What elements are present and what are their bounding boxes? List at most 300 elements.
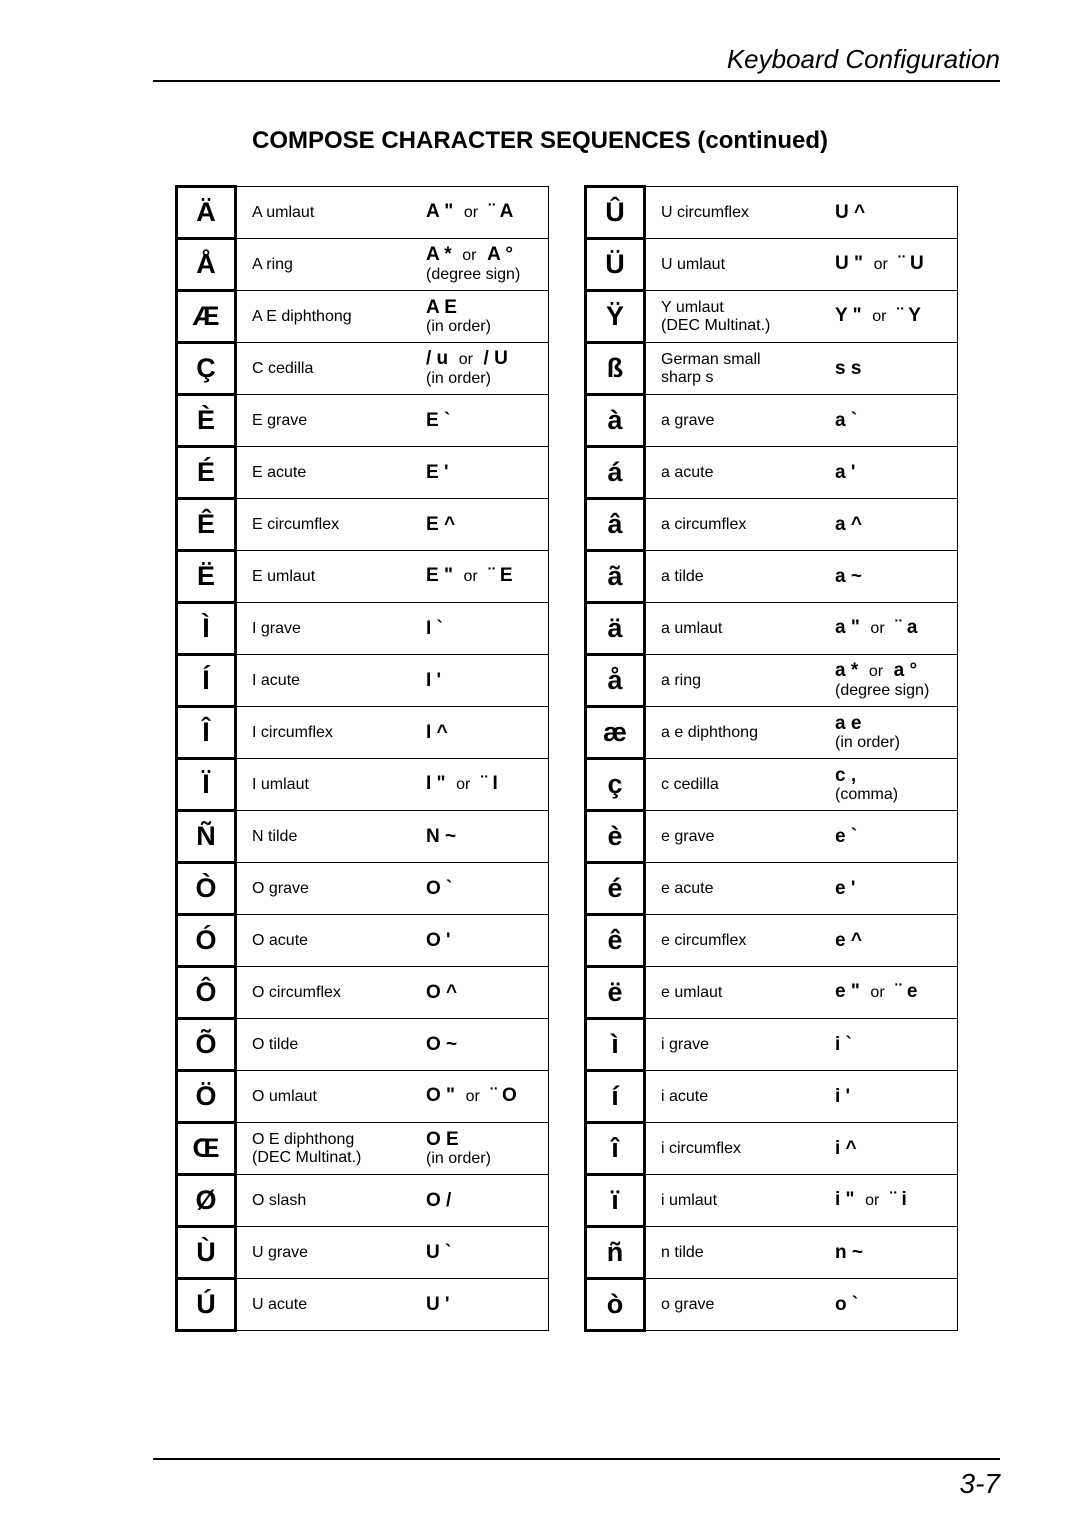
compose-sequence: [422, 915, 549, 967]
compose-sequence: [831, 1019, 958, 1071]
sequence-line: [426, 1035, 548, 1055]
table-row: [177, 291, 549, 343]
compose-sequence: [422, 707, 549, 759]
character-glyph: î: [586, 1123, 645, 1175]
sequence-line: [835, 1190, 957, 1211]
sequence-line: [835, 661, 957, 682]
table-row: [586, 1123, 958, 1175]
sequence-line: [835, 359, 957, 379]
sequence-line: [426, 1086, 548, 1107]
character-description: [645, 603, 832, 655]
table-row: [177, 1279, 549, 1331]
description-line: O circumflex: [252, 983, 341, 1001]
table-row: [586, 603, 958, 655]
table-row: [177, 603, 549, 655]
sequence-primary: s s: [835, 357, 862, 379]
compose-sequence: [831, 551, 958, 603]
character-description: [645, 1279, 832, 1331]
compose-sequence: [422, 447, 549, 499]
sequence-primary: a e: [835, 712, 862, 734]
description-line: a umlaut: [661, 619, 723, 637]
sequence-primary: Y ": [835, 305, 862, 326]
description-line: a ring: [661, 671, 702, 689]
sequence-primary: O `: [426, 877, 453, 899]
character-description: [645, 291, 832, 343]
character-glyph: Ë: [177, 551, 236, 603]
character-glyph: ä: [586, 603, 645, 655]
compose-sequence: [831, 447, 958, 499]
description-line: i umlaut: [661, 1191, 718, 1209]
sequence-note: (degree sign): [835, 682, 930, 699]
sequence-line: [835, 1139, 957, 1159]
table-row: [586, 1019, 958, 1071]
compose-sequence: [422, 1019, 549, 1071]
description-line: i circumflex: [661, 1139, 742, 1157]
character-glyph: Ì: [177, 603, 236, 655]
sequence-primary: U ^: [835, 201, 866, 223]
sequence-or: or: [456, 776, 471, 793]
sequence-primary: o `: [835, 1293, 859, 1315]
character-glyph: Ô: [177, 967, 236, 1019]
sequence-alternate: ¨ A: [488, 201, 514, 222]
description-line: U grave: [252, 1243, 309, 1261]
sequence-alternate: ¨ E: [488, 565, 513, 586]
description-line: c cedilla: [661, 775, 719, 793]
compose-sequence: [831, 1227, 958, 1279]
sequence-primary: E ': [426, 461, 449, 483]
character-description: [645, 967, 832, 1019]
compose-sequence: [831, 343, 958, 395]
compose-sequence: [422, 291, 549, 343]
compose-sequence: [422, 603, 549, 655]
compose-sequence: [422, 343, 549, 395]
character-description: [236, 1123, 423, 1175]
table-row: [177, 1123, 549, 1175]
sequence-primary: e ': [835, 877, 856, 899]
table-row: [177, 1227, 549, 1279]
sequence-line: [426, 723, 548, 743]
sequence-line: [426, 463, 548, 483]
sequence-or: or: [865, 1192, 880, 1209]
compose-sequence: [831, 187, 958, 239]
character-glyph: â: [586, 499, 645, 551]
description-line: I circumflex: [252, 723, 333, 741]
compose-sequence: [422, 1279, 549, 1331]
sequence-line: [835, 1087, 957, 1107]
character-description: [236, 1175, 423, 1227]
character-glyph: È: [177, 395, 236, 447]
sequence-line: [426, 1295, 548, 1315]
description-line: C cedilla: [252, 359, 314, 377]
sequence-line: [426, 298, 548, 318]
character-description: [645, 239, 832, 291]
compose-sequence: [422, 395, 549, 447]
description-line: i grave: [661, 1035, 710, 1053]
sequence-alternate: ¨ Y: [896, 305, 921, 326]
compose-sequence: [422, 759, 549, 811]
sequence-line: [835, 879, 957, 899]
table-row: [177, 1019, 549, 1071]
description-line: A umlaut: [252, 203, 315, 221]
table-row: [586, 1175, 958, 1227]
description-line: o grave: [661, 1295, 715, 1313]
character-glyph: á: [586, 447, 645, 499]
sequence-line: [426, 827, 548, 847]
sequence-primary: a ': [835, 461, 856, 483]
sequence-line: [426, 349, 548, 370]
character-description: [236, 811, 423, 863]
compose-sequence: [831, 499, 958, 551]
compose-sequence: [831, 1279, 958, 1331]
description-line: E circumflex: [252, 515, 340, 533]
sequence-line: [426, 202, 548, 223]
character-description: [236, 1279, 423, 1331]
sequence-alternate: / U: [483, 348, 508, 369]
description-line: U circumflex: [661, 203, 750, 221]
compose-sequence: [422, 1175, 549, 1227]
sequence-line: [835, 567, 957, 587]
description-line: O grave: [252, 879, 309, 897]
table-row: [586, 343, 958, 395]
compose-sequence: [831, 967, 958, 1019]
table-row: [586, 187, 958, 239]
sequence-line: [426, 1130, 548, 1150]
description-line: e circumflex: [661, 931, 747, 949]
character-description: [236, 187, 423, 239]
table-row: [586, 863, 958, 915]
table-row: [177, 707, 549, 759]
sequence-primary: i ": [835, 1189, 855, 1210]
sequence-line: [835, 254, 957, 275]
character-glyph: ì: [586, 1019, 645, 1071]
sequence-primary: U `: [426, 1241, 452, 1263]
compose-sequence: [831, 707, 958, 759]
character-glyph: ç: [586, 759, 645, 811]
sequence-line: [426, 515, 548, 535]
character-glyph: Ê: [177, 499, 236, 551]
character-glyph: Ñ: [177, 811, 236, 863]
table-row: [177, 863, 549, 915]
compose-table-right: [584, 185, 958, 1332]
character-description: [236, 1019, 423, 1071]
table-row: [177, 915, 549, 967]
sequence-or: or: [870, 984, 885, 1001]
description-line: a e diphthong: [661, 723, 758, 741]
compose-sequence: [422, 863, 549, 915]
table-row: [177, 1071, 549, 1123]
compose-sequence: [422, 1227, 549, 1279]
character-description: [645, 187, 832, 239]
sequence-primary: a *: [835, 660, 859, 681]
table-row: [586, 655, 958, 707]
description-line: (DEC Multinat.): [252, 1148, 362, 1166]
description-line: N tilde: [252, 827, 298, 845]
compose-sequence: [831, 811, 958, 863]
character-description: [236, 707, 423, 759]
table-row: [586, 1279, 958, 1331]
description-line: I umlaut: [252, 775, 309, 793]
sequence-alternate: ¨ i: [889, 1189, 907, 1210]
character-glyph: ã: [586, 551, 645, 603]
sequence-line: [426, 931, 548, 951]
sequence-primary: U ': [426, 1293, 450, 1315]
character-glyph: Ä: [177, 187, 236, 239]
table-row: [586, 759, 958, 811]
sequence-or: or: [868, 663, 884, 680]
sequence-line: [835, 982, 957, 1003]
sequence-note: (in order): [426, 370, 491, 387]
character-glyph: ß: [586, 343, 645, 395]
sequence-primary: E ^: [426, 513, 456, 535]
character-description: [645, 1071, 832, 1123]
sequence-line: [835, 463, 957, 483]
character-description: [236, 1071, 423, 1123]
description-line: n tilde: [661, 1243, 704, 1261]
sequence-primary: O ^: [426, 981, 458, 1003]
character-description: [645, 811, 832, 863]
sequence-note: (degree sign): [426, 266, 521, 283]
character-description: [645, 1019, 832, 1071]
character-glyph: Û: [586, 187, 645, 239]
compose-sequence: [422, 1071, 549, 1123]
sequence-or: or: [872, 308, 887, 325]
sequence-or: or: [462, 247, 477, 264]
sequence-primary: I `: [426, 617, 443, 639]
character-description: [236, 395, 423, 447]
character-glyph: Œ: [177, 1123, 236, 1175]
character-glyph: Ÿ: [586, 291, 645, 343]
character-glyph: Ö: [177, 1071, 236, 1123]
table-row: [586, 915, 958, 967]
table-row: [586, 707, 958, 759]
table-row: [586, 239, 958, 291]
character-glyph: Ç: [177, 343, 236, 395]
sequence-primary: E ": [426, 565, 453, 586]
character-description: [645, 915, 832, 967]
sequence-primary: A ": [426, 201, 454, 222]
character-glyph: Ó: [177, 915, 236, 967]
sequence-primary: O ~: [426, 1033, 458, 1055]
sequence-or: or: [458, 351, 473, 368]
sequence-primary: O ': [426, 929, 451, 951]
sequence-note: (in order): [835, 733, 900, 751]
table-row: [177, 811, 549, 863]
character-glyph: Ü: [586, 239, 645, 291]
character-description: [645, 1175, 832, 1227]
sequence-primary: e `: [835, 825, 858, 847]
description-line: E umlaut: [252, 567, 316, 585]
sequence-line: [426, 774, 548, 795]
section-title: COMPOSE CHARACTER SEQUENCES (continued): [251, 127, 829, 154]
character-description: [236, 447, 423, 499]
description-line: a circumflex: [661, 515, 747, 533]
sequence-alternate: ¨ a: [895, 617, 918, 638]
character-glyph: ò: [586, 1279, 645, 1331]
character-glyph: Õ: [177, 1019, 236, 1071]
character-glyph: å: [586, 655, 645, 707]
description-line: e umlaut: [661, 983, 723, 1001]
compose-sequence: [831, 239, 958, 291]
table-row: [177, 759, 549, 811]
description-line: A ring: [252, 255, 293, 273]
sequence-or: or: [870, 620, 885, 637]
character-description: [645, 499, 832, 551]
description-line: O acute: [252, 931, 309, 949]
sequence-primary: N ~: [426, 825, 457, 847]
description-line: a acute: [661, 463, 714, 481]
footer-rule: [153, 1458, 1000, 1460]
description-line: O tilde: [252, 1035, 299, 1053]
compose-sequence: [422, 1123, 549, 1175]
character-glyph: É: [177, 447, 236, 499]
sequence-or: or: [463, 568, 478, 585]
sequence-line: [835, 203, 957, 223]
sequence-line: [835, 1243, 957, 1263]
sequence-primary: U ": [835, 253, 864, 274]
compose-sequence: [422, 655, 549, 707]
table-row: [586, 291, 958, 343]
sequence-primary: A E: [426, 296, 457, 318]
description-line: Y umlaut: [661, 298, 724, 316]
sequence-line: [426, 566, 548, 587]
description-line: i acute: [661, 1087, 709, 1105]
character-glyph: à: [586, 395, 645, 447]
character-description: [645, 655, 832, 707]
character-description: [645, 395, 832, 447]
sequence-line: [426, 411, 548, 431]
compose-sequence: [831, 863, 958, 915]
compose-sequence: [422, 187, 549, 239]
description-line: e grave: [661, 827, 715, 845]
description-line: E acute: [252, 463, 307, 481]
description-line: I grave: [252, 619, 301, 637]
character-glyph: ë: [586, 967, 645, 1019]
character-description: [236, 863, 423, 915]
table-row: [177, 499, 549, 551]
character-description: [645, 863, 832, 915]
sequence-primary: a ": [835, 617, 860, 638]
character-description: [236, 915, 423, 967]
sequence-line: [835, 515, 957, 535]
table-row: [586, 395, 958, 447]
character-glyph: í: [586, 1071, 645, 1123]
sequence-primary: / u: [426, 348, 449, 369]
sequence-primary: A *: [426, 244, 452, 265]
sequence-primary: n ~: [835, 1241, 863, 1263]
table-row: [177, 1175, 549, 1227]
table-row: [586, 499, 958, 551]
sequence-line: [835, 1035, 957, 1055]
sequence-line: [835, 618, 957, 639]
sequence-alternate: ¨ U: [898, 253, 924, 274]
character-glyph: Ï: [177, 759, 236, 811]
sequence-primary: a ~: [835, 565, 862, 587]
table-row: [177, 967, 549, 1019]
compose-sequence: [422, 499, 549, 551]
character-description: [236, 499, 423, 551]
table-row: [586, 447, 958, 499]
character-glyph: ñ: [586, 1227, 645, 1279]
sequence-line: [426, 1243, 548, 1263]
character-glyph: Ú: [177, 1279, 236, 1331]
running-header: Keyboard Configuration: [726, 44, 1000, 74]
description-line: E grave: [252, 411, 308, 429]
description-line: U acute: [252, 1295, 308, 1313]
character-description: [236, 291, 423, 343]
description-line: German small: [661, 350, 761, 368]
description-line: A E diphthong: [252, 307, 352, 325]
table-row: [177, 655, 549, 707]
compose-sequence: [831, 603, 958, 655]
character-glyph: Å: [177, 239, 236, 291]
sequence-line: [835, 306, 957, 327]
sequence-alternate: ¨ I: [480, 773, 498, 794]
sequence-or: or: [463, 204, 479, 221]
character-description: [645, 1227, 832, 1279]
character-description: [236, 655, 423, 707]
character-glyph: è: [586, 811, 645, 863]
sequence-line: [426, 619, 548, 639]
sequence-note: (in order): [426, 1149, 491, 1167]
table-row: [586, 1071, 958, 1123]
table-row: [586, 811, 958, 863]
character-glyph: ê: [586, 915, 645, 967]
character-glyph: Î: [177, 707, 236, 759]
table-row: [177, 447, 549, 499]
sequence-alternate: ¨ O: [490, 1085, 517, 1106]
character-description: [645, 1123, 832, 1175]
compose-sequence: [831, 759, 958, 811]
character-description: [236, 603, 423, 655]
character-glyph: Ø: [177, 1175, 236, 1227]
sequence-line: [426, 1191, 548, 1211]
sequence-primary: e ^: [835, 929, 862, 951]
sequence-primary: I ": [426, 773, 446, 794]
sequence-primary: i ^: [835, 1137, 857, 1159]
sequence-primary: e ": [835, 981, 860, 1002]
compose-sequence: [422, 967, 549, 1019]
sequence-primary: E `: [426, 409, 451, 431]
page-number: 3-7: [959, 1468, 1000, 1499]
sequence-primary: c ,: [835, 764, 857, 786]
sequence-line: [835, 827, 957, 847]
description-line: O umlaut: [252, 1087, 317, 1105]
sequence-line: [835, 766, 957, 786]
description-line: O E diphthong: [252, 1130, 355, 1148]
sequence-line: [835, 1295, 957, 1315]
description-line: sharp s: [661, 368, 714, 386]
table-row: [177, 187, 549, 239]
table-row: [586, 1227, 958, 1279]
sequence-note: (in order): [426, 317, 491, 335]
sequence-line: [426, 983, 548, 1003]
character-glyph: é: [586, 863, 645, 915]
compose-table-left: [175, 185, 549, 1332]
character-description: [645, 447, 832, 499]
table-row: [586, 551, 958, 603]
sequence-line: [426, 671, 548, 691]
table-row: [177, 395, 549, 447]
character-description: [236, 967, 423, 1019]
character-description: [236, 239, 423, 291]
character-glyph: Ù: [177, 1227, 236, 1279]
sequence-note: (comma): [835, 785, 899, 803]
sequence-primary: O E: [426, 1128, 459, 1150]
sequence-line: [835, 931, 957, 951]
compose-sequence: [831, 291, 958, 343]
sequence-primary: i `: [835, 1033, 852, 1055]
sequence-primary: O /: [426, 1189, 452, 1211]
